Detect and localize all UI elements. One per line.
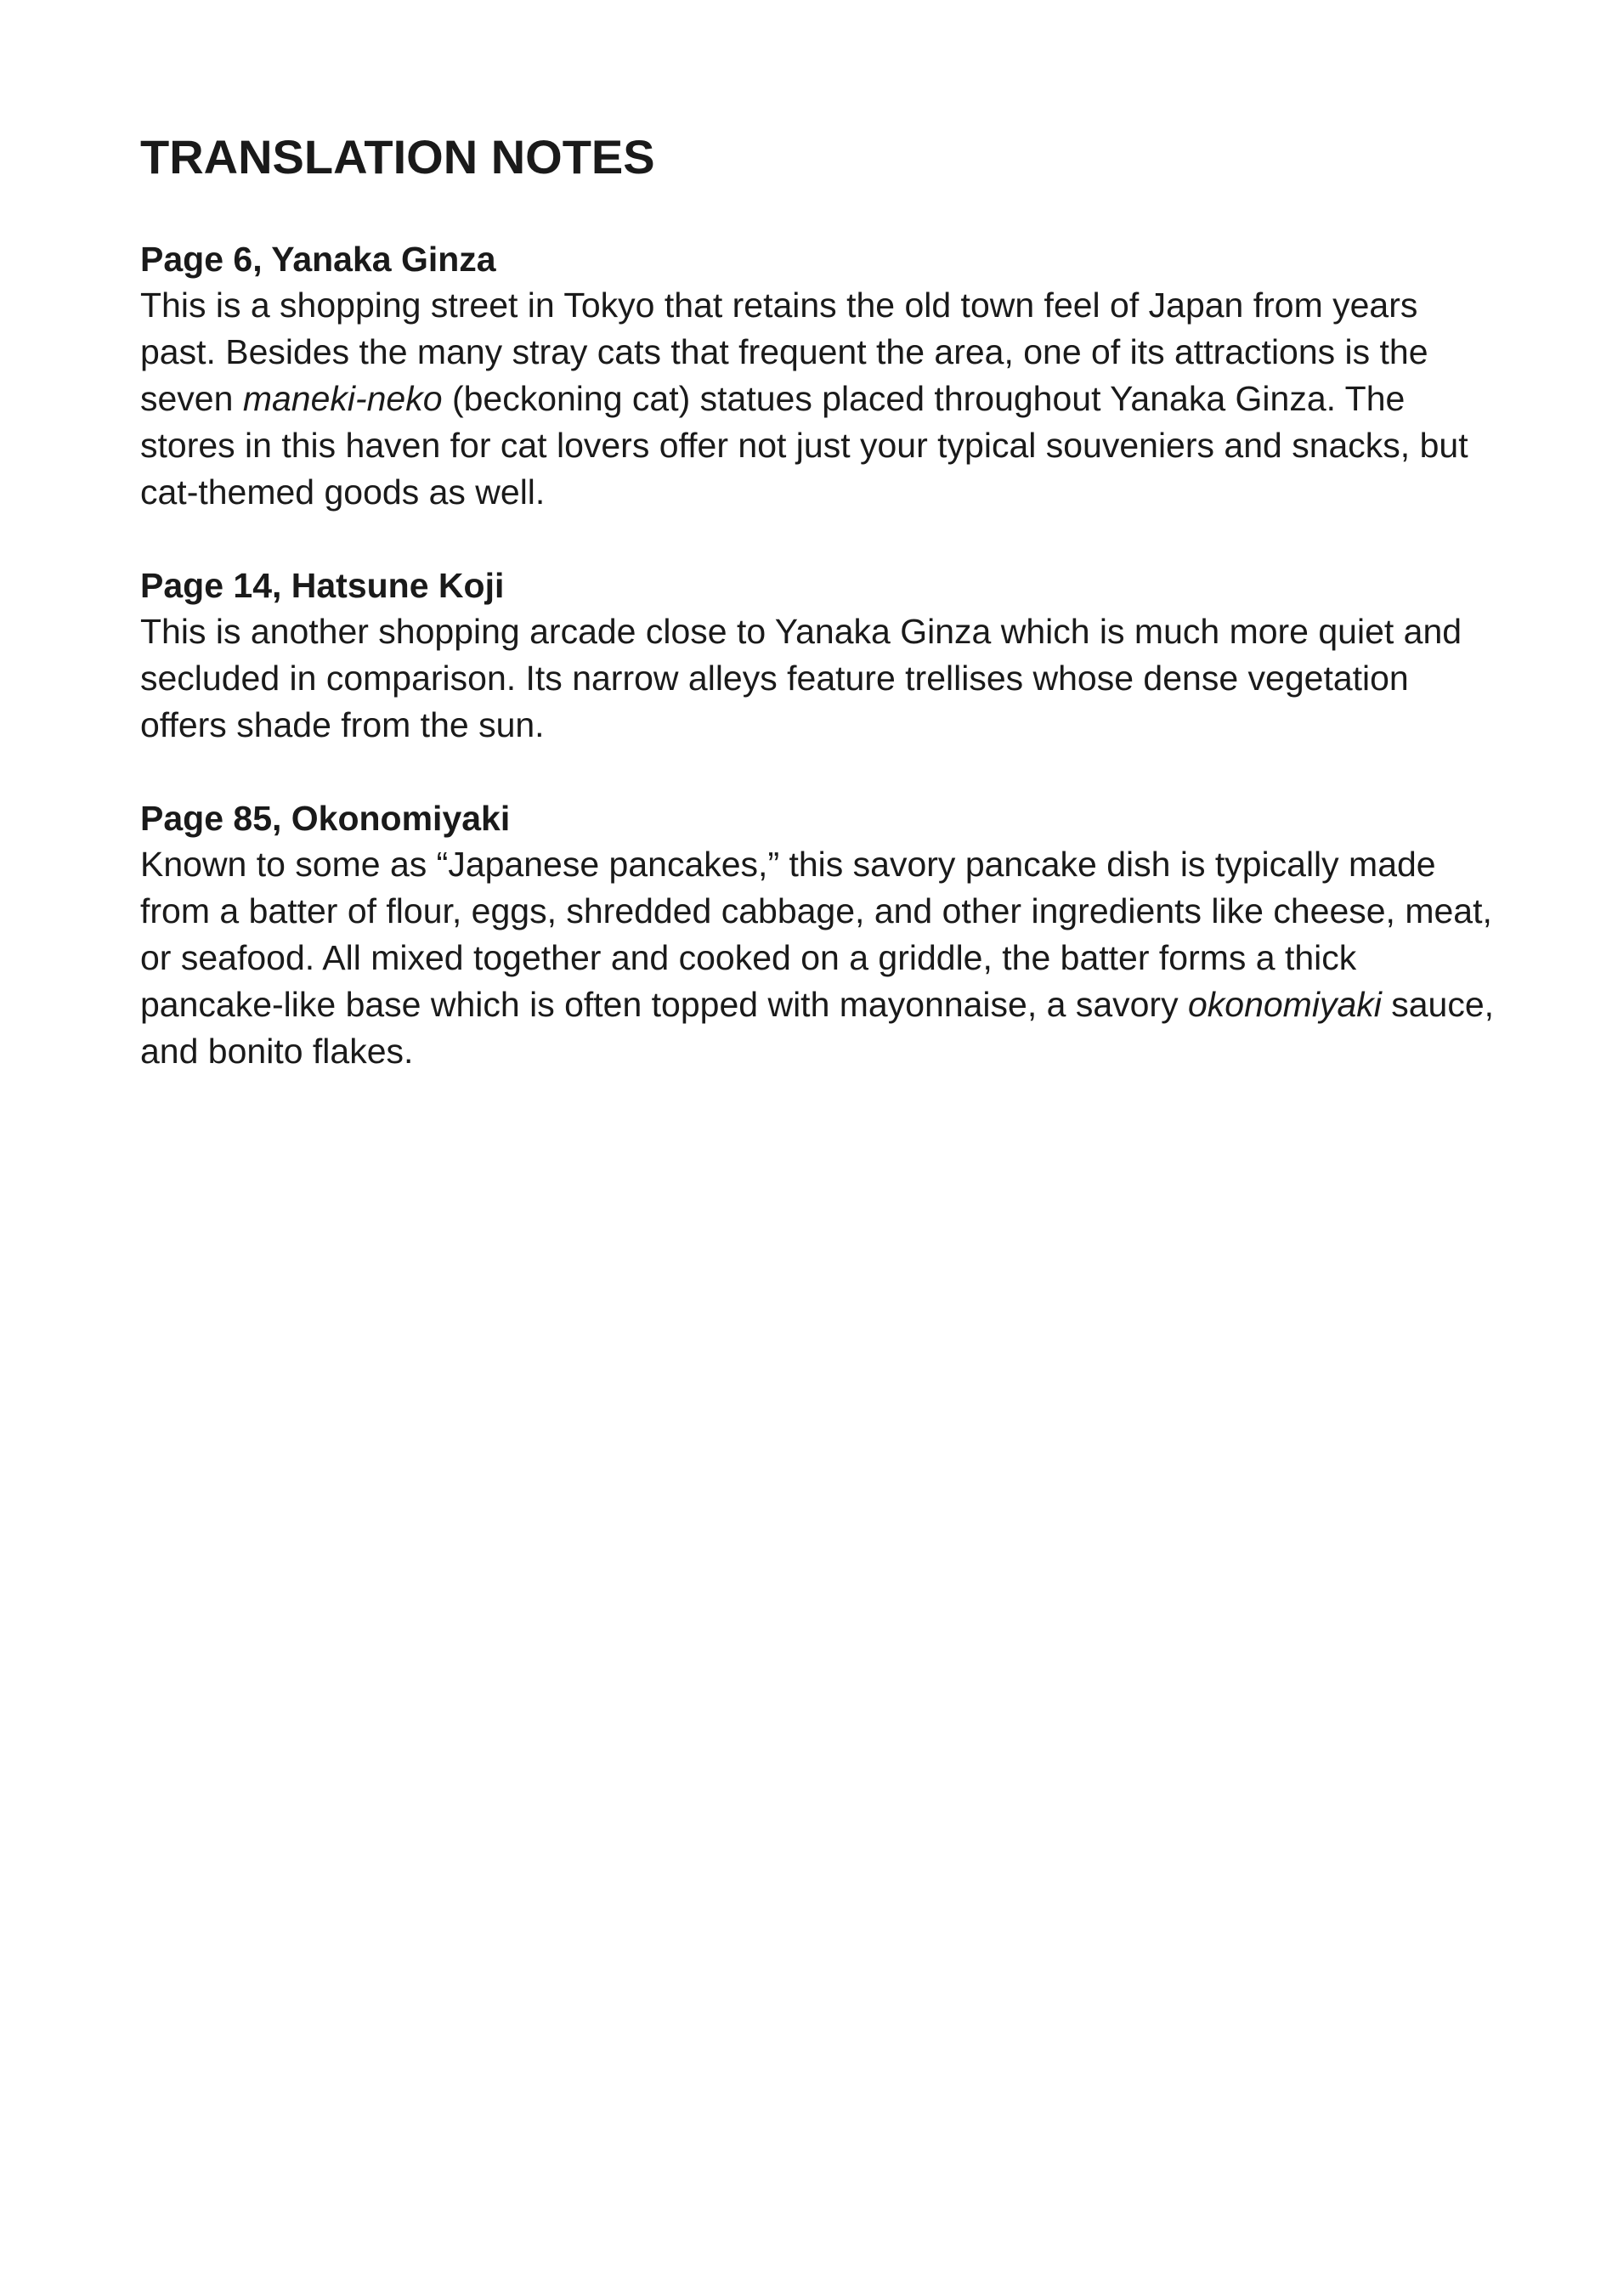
note-text: Known to some as “Japanese pancakes,” this savory pancake dish is typically made from a batter of flour, eggs, shredded cabbage, and other ingredients like cheese, meat, or seafood. All mixed together and cooked on a griddle, the batter forms a thick pancake-like base which is often topped with mayonnaise, a savory xyxy=(140,845,1492,1024)
note-heading: Page 14, Hatsune Koji xyxy=(140,566,505,605)
note-body: This is another shopping arcade close to Yanaka Ginza which is much more quiet and secluded in comparison. Its narrow alleys feature trellises whose dense vegetation offers shade from the sun. xyxy=(140,612,1462,744)
note-text: (beckoning cat) statues placed throughout Yanaka Ginza. The stores in this haven for cat lovers offer not just your typical souveniers and snacks, but cat-themed goods as well. xyxy=(140,379,1468,512)
note-okonomiyaki xyxy=(140,795,1500,1075)
note-italic-term: maneki-neko xyxy=(242,379,443,418)
note-heading: Page 85, Okonomiyaki xyxy=(140,799,511,838)
note-italic-term: okonomiyaki xyxy=(1187,985,1382,1024)
note-yanaka-ginza xyxy=(140,236,1500,516)
page-title: TRANSLATION NOTES xyxy=(140,130,655,184)
note-body xyxy=(140,282,1500,516)
note-body xyxy=(140,841,1500,1075)
translation-notes-page xyxy=(140,127,1500,1122)
note-heading: Page 6, Yanaka Ginza xyxy=(140,240,496,279)
note-text: sauce, and bonito flakes. xyxy=(140,985,1495,1071)
note-hatsune-koji xyxy=(140,563,1500,749)
note-text: This is a shopping street in Tokyo that retains the old town feel of Japan from years past. Besides the many stray cats that frequent the area, one of its attractions is the seven xyxy=(140,286,1428,418)
